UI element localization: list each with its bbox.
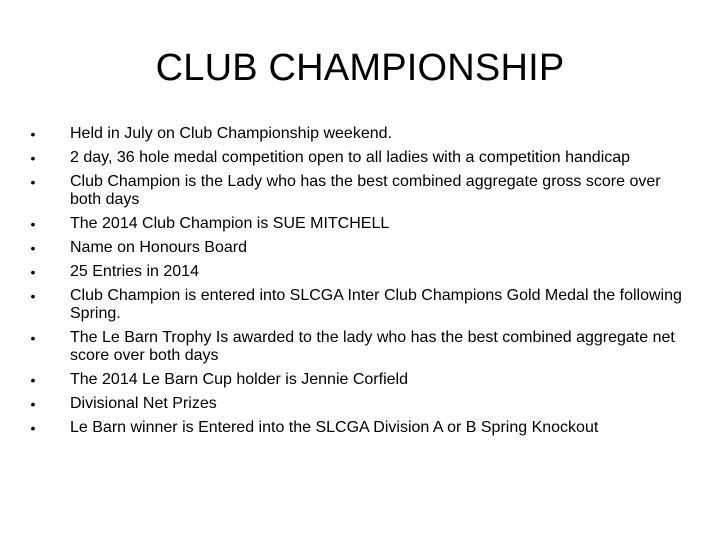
bullet-text: Le Barn winner is Entered into the SLCGA Division A or B Spring Knockout	[70, 419, 599, 436]
bullet-dot-icon: •	[30, 240, 36, 256]
bullet-text: Club Champion is the Lady who has the best combined aggregate gross score over both days	[70, 173, 661, 208]
bullet-text: Held in July on Club Championship weekend.	[70, 125, 392, 142]
bullet-item	[26, 173, 686, 209]
bullet-dot-icon: •	[30, 126, 36, 142]
bullet-text: 2 day, 36 hole medal competition open to all ladies with a competition handicap	[70, 149, 631, 166]
bullet-dot-icon: •	[30, 216, 36, 232]
bullet-dot-icon: •	[30, 396, 36, 412]
bullet-item	[26, 419, 686, 437]
bullet-text: Name on Honours Board	[70, 239, 247, 256]
bullet-dot-icon: •	[30, 174, 36, 190]
bullet-item	[26, 263, 686, 281]
bullet-text: The 2014 Club Champion is SUE MITCHELL	[70, 215, 390, 232]
bullet-text: 25 Entries in 2014	[70, 263, 199, 280]
bullet-text: Divisional Net Prizes	[70, 395, 217, 412]
bullet-item	[26, 395, 686, 413]
bullet-item	[26, 149, 686, 167]
bullet-item	[26, 329, 686, 365]
bullet-item	[26, 239, 686, 257]
bullet-dot-icon: •	[30, 330, 36, 346]
bullet-item	[26, 215, 686, 233]
bullet-text: Club Champion is entered into SLCGA Inter Club Champions Gold Medal the following Spring.	[70, 287, 682, 322]
slide-title: CLUB CHAMPIONSHIP	[155, 47, 565, 89]
bullet-dot-icon: •	[30, 420, 36, 436]
bullet-text: The Le Barn Trophy Is awarded to the lady who has the best combined aggregate net score over both days	[70, 329, 675, 364]
bullet-list	[26, 125, 686, 443]
bullet-dot-icon: •	[30, 372, 36, 388]
bullet-text: The 2014 Le Barn Cup holder is Jennie Corfield	[70, 371, 408, 388]
bullet-dot-icon: •	[30, 264, 36, 280]
bullet-dot-icon: •	[30, 288, 36, 304]
bullet-item	[26, 125, 686, 143]
bullet-item	[26, 287, 686, 323]
bullet-dot-icon: •	[30, 150, 36, 166]
bullet-item	[26, 371, 686, 389]
